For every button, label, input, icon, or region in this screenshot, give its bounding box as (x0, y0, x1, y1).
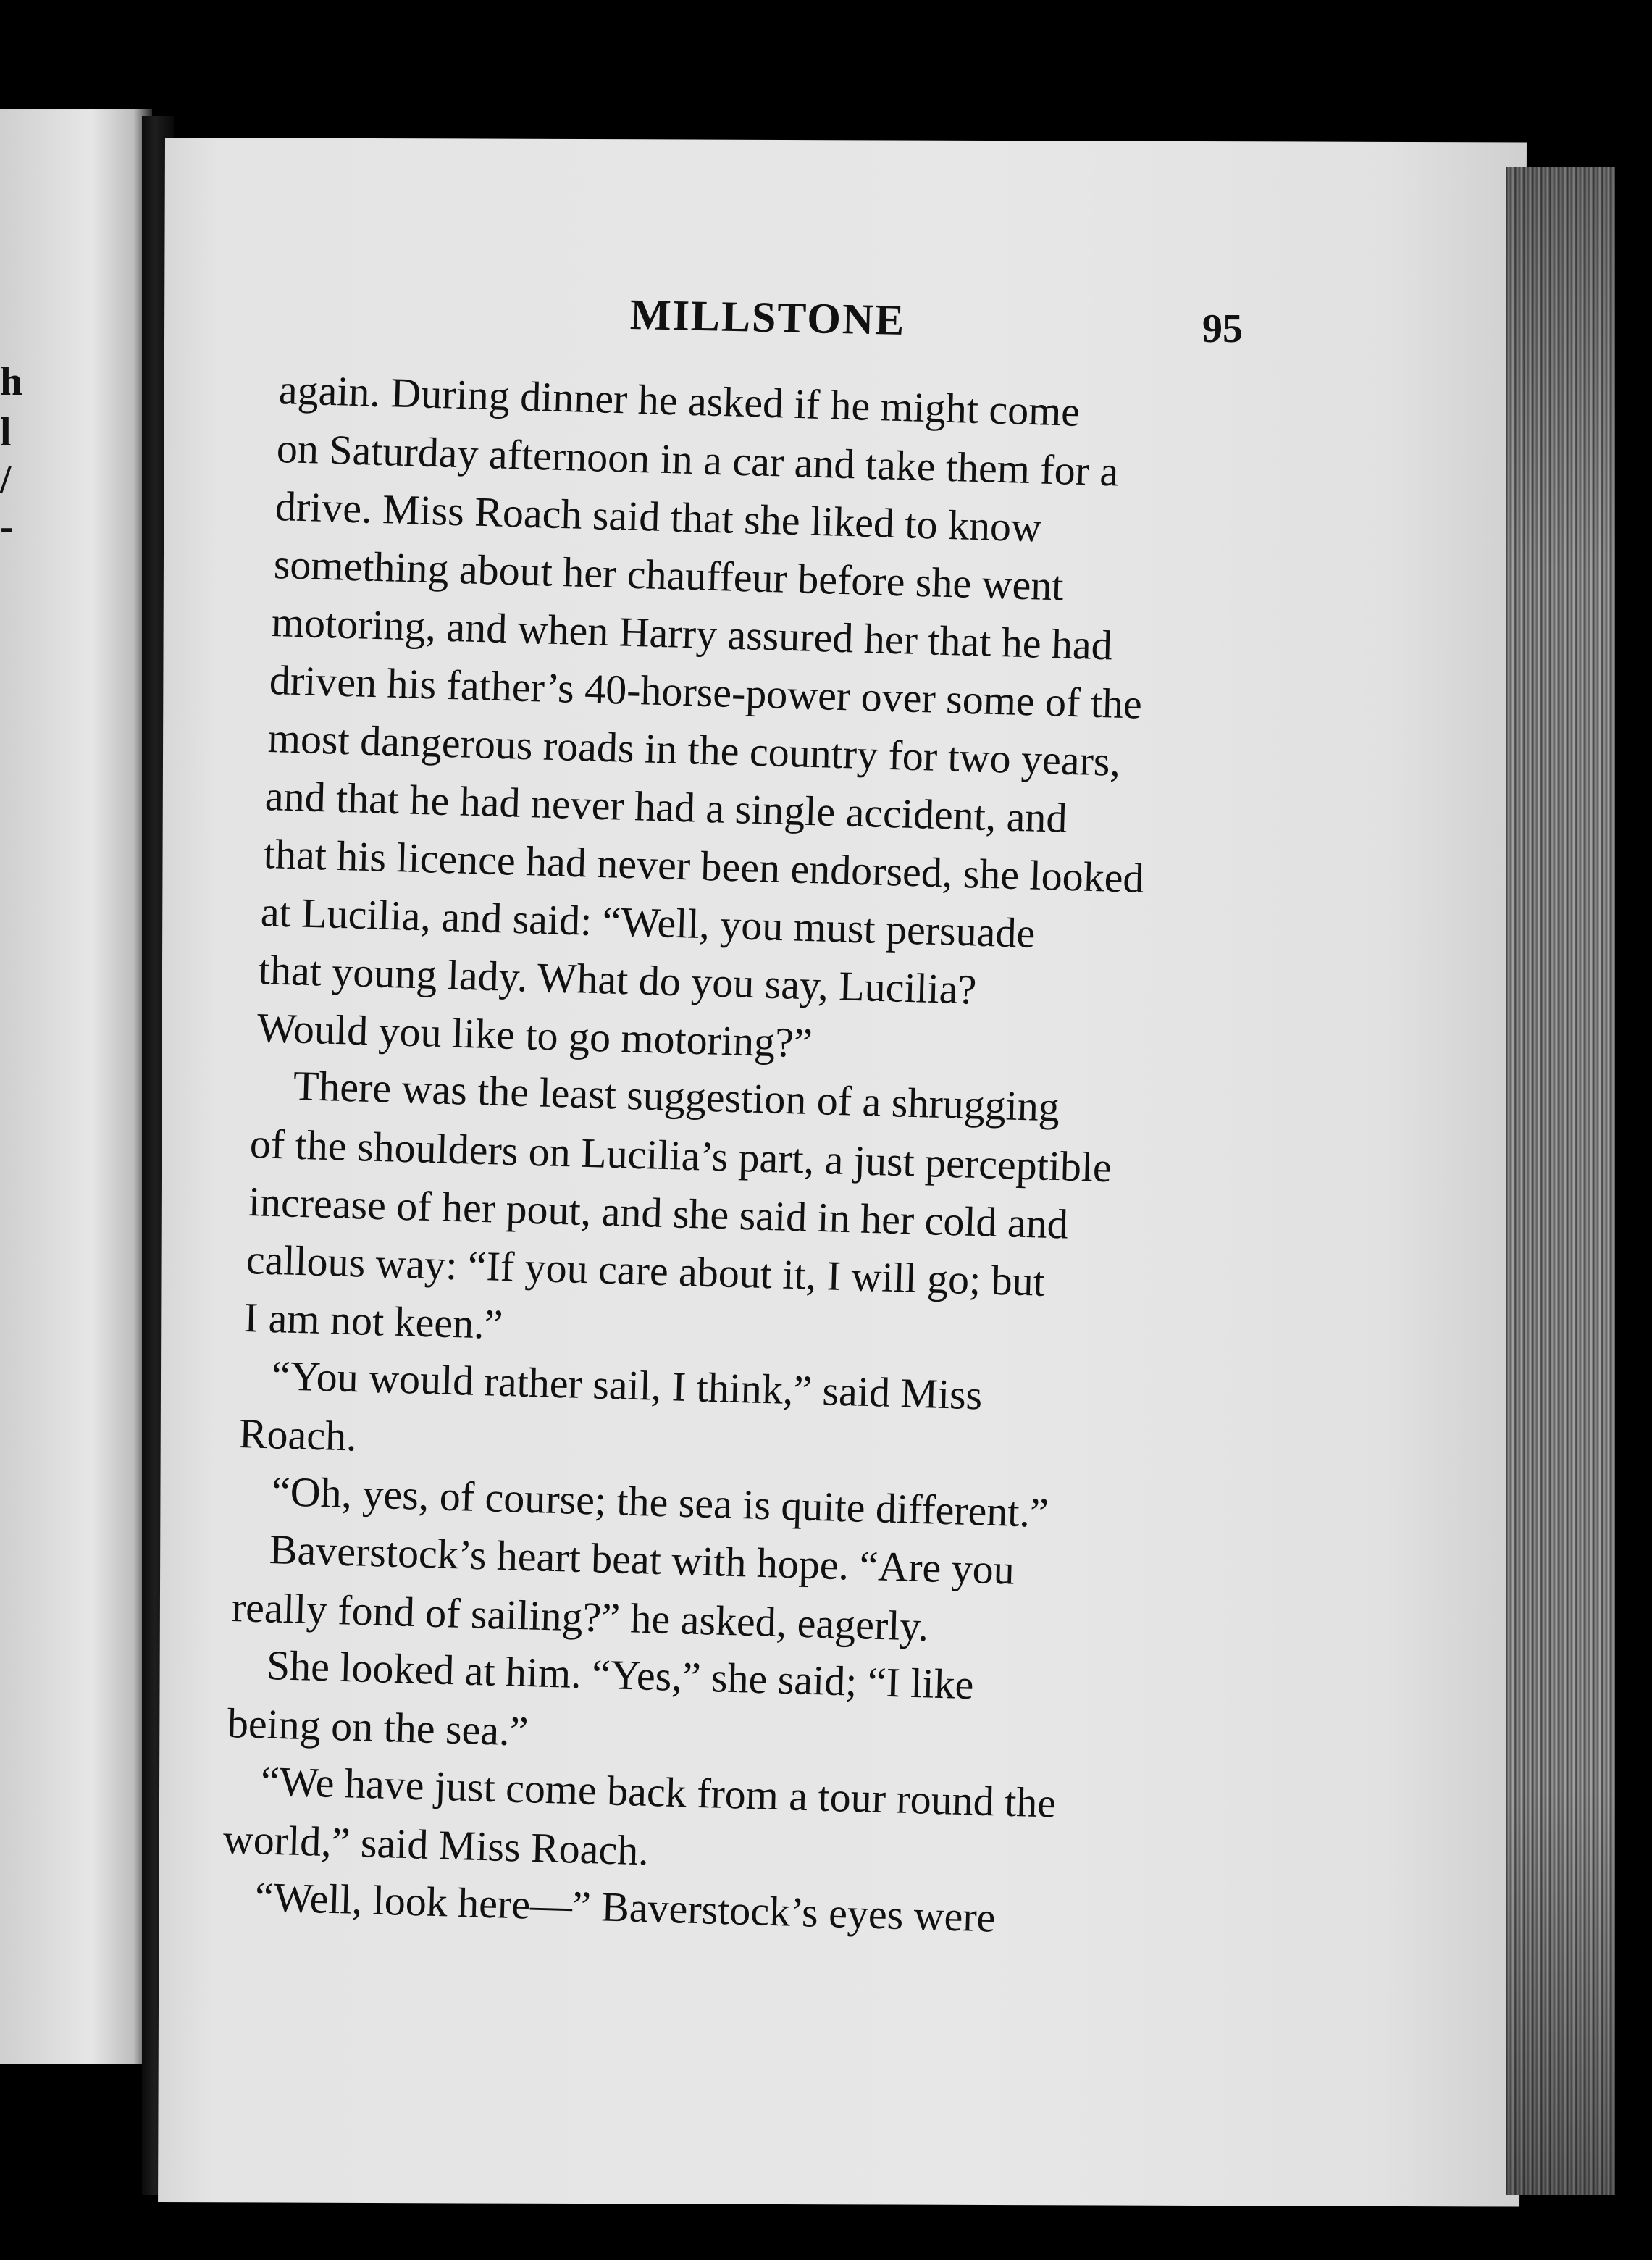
text-line: being on the sea.” (227, 1699, 529, 1755)
text-line: “We have just come back from a tour round the (260, 1757, 1057, 1827)
text-line: at Lucilia, and said: “Well, you must persuade (260, 888, 1036, 957)
text-line: “You would rather sail, I think,” said Miss (271, 1352, 984, 1419)
text-line: most dangerous roads in the country for two years, (267, 714, 1121, 785)
text-line: motoring, and when Harry assured her that he had (271, 598, 1113, 669)
left-page-fragment: / (0, 457, 12, 502)
text-line: I am not keen.” (243, 1294, 504, 1348)
text-line: “Oh, yes, of course; the sea is quite different.” (271, 1468, 1049, 1536)
left-page-fragment: h (0, 359, 23, 404)
text-line: of the shoulders on Lucilia’s part, a just perceptible (249, 1120, 1112, 1192)
text-line: She looked at him. “Yes,” she said; “I like (266, 1641, 975, 1709)
left-page-fragment: - (0, 504, 14, 549)
text-line: There was the least suggestion of a shrugging (293, 1062, 1060, 1131)
text-line: “Well, look here—” Baverstock’s eyes were (254, 1873, 997, 1941)
text-line: world,” said Miss Roach. (222, 1815, 650, 1875)
text-line: and that he had never had a single accident, and (264, 772, 1068, 842)
left-page-fragment: l (0, 410, 12, 455)
text-line: Would you like to go motoring?” (256, 1004, 813, 1067)
text-line: really fond of sailing?” he asked, eagerly. (231, 1583, 930, 1650)
text-line: Roach. (238, 1410, 358, 1460)
text-line: callous way: “If you care about it, I will go; but (246, 1236, 1046, 1305)
text-line: that young lady. What do you say, Lucilia? (258, 946, 978, 1013)
text-line: Baverstock’s heart beat with hope. “Are you (269, 1526, 1015, 1594)
text-line: that his licence had never been endorsed, she looked (263, 830, 1145, 902)
running-head-title: MILLSTONE (629, 290, 906, 344)
text-line: drive. Miss Roach said that she liked to know (274, 482, 1042, 551)
text-line: on Saturday afternoon in a car and take them for a (276, 424, 1120, 495)
text-line: something about her chauffeur before she went (273, 540, 1065, 610)
text-line: again. During dinner he asked if he might come (278, 366, 1081, 435)
page-number: 95 (1202, 306, 1243, 351)
text-line: increase of her pout, and she said in her cold and (248, 1178, 1069, 1248)
text-line: driven his father’s 40-horse-power over some of the (269, 656, 1143, 728)
